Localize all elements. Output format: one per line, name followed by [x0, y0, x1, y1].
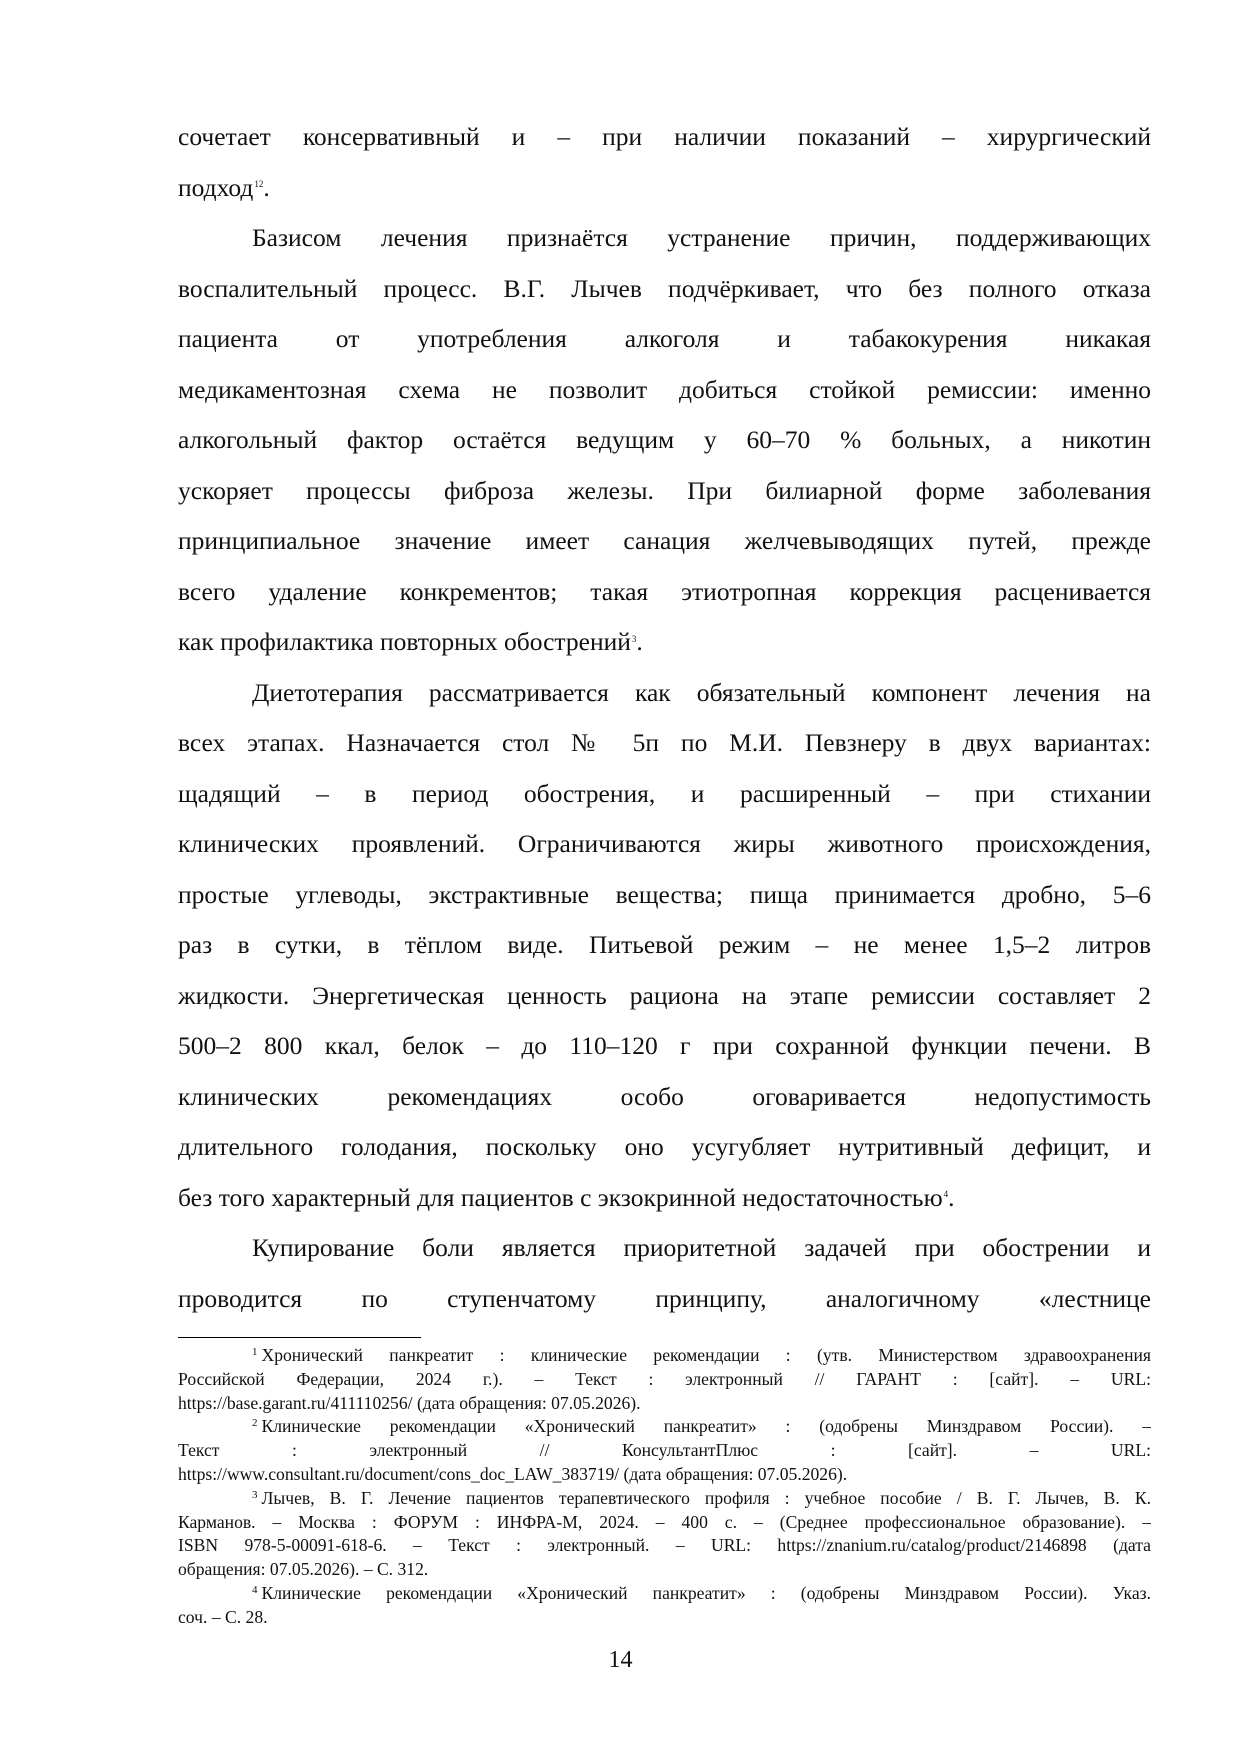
- body-line-text: подход: [178, 172, 254, 202]
- body-line: [178, 567, 1151, 618]
- footnote-text: Хронический панкреатит : клинические рекомендации : (утв. Министерством здравоохранения: [261, 1345, 1151, 1365]
- body-line-text: без того характерный для пациентов с экзокринной недостаточностью: [178, 1182, 943, 1212]
- footnote-separator: [178, 1337, 421, 1338]
- body-line: [178, 213, 1151, 264]
- body-line-text: простые углеводы, экстрактивные вещества; пища принимается дробно, 5–6: [178, 879, 1151, 909]
- footnote-line: [178, 1392, 1151, 1416]
- body-line: [178, 163, 1151, 214]
- body-line-text: длительного голодания, поскольку оно усугубляет нутритивный дефицит, и: [178, 1132, 1151, 1161]
- body-line-text: алкогольный фактор остаётся ведущим у 60–70 % больных, а никотин: [178, 425, 1151, 454]
- footnote-line: [178, 1558, 1151, 1582]
- footnote-text: ISBN 978-5-00091-618-6. – Текст : электронный. – URL: https://znanium.ru/catalog/product/2146898 (дата: [178, 1535, 1151, 1556]
- body-line: [178, 415, 1151, 466]
- body-line: [178, 870, 1151, 921]
- body-line-text: ускоряет процессы фиброза железы. При билиарной форме заболевания: [178, 475, 1151, 505]
- footnote-text: https://base.garant.ru/411110256/ (дата обращения: 07.05.2026).: [178, 1392, 641, 1413]
- body-line: [178, 1072, 1151, 1123]
- footnote-line: [178, 1511, 1151, 1535]
- body-line-text: всего удаление конкрементов; такая этиотропная коррекция расценивается: [178, 576, 1151, 606]
- body-line: [178, 516, 1151, 567]
- body-line: [178, 971, 1151, 1022]
- body-line-text: пациента от употребления алкоголя и табакокурения никакая: [178, 324, 1151, 353]
- body-line: [178, 314, 1151, 365]
- body-line-text: раз в сутки, в тёплом виде. Питьевой режим – не менее 1,5–2 литров: [178, 930, 1151, 959]
- footnote-text: https://www.consultant.ru/document/cons_doc_LAW_383719/ (дата обращения: 07.05.2026).: [178, 1463, 848, 1484]
- footnote-reference: 12: [254, 179, 264, 190]
- footnote-line: [178, 1487, 1151, 1511]
- footnote-number: 1: [252, 1345, 258, 1358]
- body-line-text: проводится по ступенчатому принципу, аналогичному «лестнице: [178, 1283, 1151, 1313]
- body-line-punctuation: .: [263, 172, 270, 202]
- body-line: [178, 365, 1151, 416]
- footnote-number: 4: [252, 1583, 258, 1596]
- footnote-text: обращения: 07.05.2026). – С. 312.: [178, 1559, 429, 1580]
- page-number: 14: [608, 1647, 633, 1673]
- body-line-text: 500–2 800 ккал, белок – до 110–120 г при сохранной функции печени. В: [178, 1031, 1151, 1060]
- footnote-text: Клинические рекомендации «Хронический панкреатит» : (одобрены Минздравом России). –: [261, 1416, 1151, 1437]
- footnote-text: Российской Федерации, 2024 г.). – Текст : электронный // ГАРАНТ : [сайт]. – URL:: [178, 1368, 1151, 1389]
- body-text: [178, 112, 1151, 1324]
- body-line-punctuation: .: [948, 1182, 955, 1212]
- body-line: [178, 1173, 1151, 1224]
- body-line-text: медикаментозная схема не позволит добиться стойкой ремиссии: именно: [178, 374, 1151, 404]
- body-line-text: клинических рекомендациях особо оговаривается недопустимость: [178, 1081, 1151, 1111]
- footnote-text: соч. – С. 28.: [178, 1606, 268, 1627]
- body-line: [178, 920, 1151, 971]
- body-line-text: клинических проявлений. Ограничиваются жиры животного происхождения,: [178, 829, 1151, 858]
- footnote-line: [178, 1415, 1151, 1439]
- body-line: [178, 668, 1151, 719]
- footnote-reference: 4: [943, 1189, 949, 1200]
- footnote-line: [178, 1344, 1151, 1368]
- body-line: [178, 112, 1151, 163]
- footnote-line: [178, 1582, 1151, 1606]
- footnote-text: Карманов. – Москва : ФОРУМ : ИНФРА-М, 2024. – 400 с. – (Среднее профессиональное образование). –: [178, 1511, 1151, 1532]
- body-line-text: воспалительный процесс. В.Г. Лычев подчёркивает, что без полного отказа: [178, 273, 1151, 303]
- footnote-line: [178, 1606, 1151, 1630]
- body-line: [178, 1274, 1151, 1325]
- footnote-text: Лычев, В. Г. Лечение пациентов терапевтического профиля : учебное пособие / В. Г. Лычев, В. К.: [261, 1487, 1151, 1508]
- body-line: [178, 819, 1151, 870]
- footnote-number: 3: [252, 1488, 258, 1501]
- body-line: [178, 718, 1151, 769]
- footnote-reference: 3: [631, 633, 637, 644]
- body-line-text: как профилактика повторных обострений: [178, 627, 631, 656]
- body-line-punctuation: .: [636, 627, 643, 656]
- footnote-text: Текст : электронный // КонсультантПлюс : [сайт]. – URL:: [178, 1440, 1151, 1461]
- body-line: [178, 1223, 1151, 1274]
- body-line-text: Базисом лечения признаётся устранение причин, поддерживающих: [252, 223, 1151, 252]
- footnote-line: [178, 1439, 1151, 1463]
- body-line-text: сочетает консервативный и – при наличии показаний – хирургический: [178, 122, 1151, 151]
- body-line: [178, 1021, 1151, 1072]
- footnote-line: [178, 1463, 1151, 1487]
- body-line: [178, 617, 1151, 668]
- body-line-text: Купирование боли является приоритетной задачей при обострении и: [252, 1233, 1151, 1262]
- body-line: [178, 264, 1151, 315]
- body-line-text: принципиальное значение имеет санация желчевыводящих путей, прежде: [178, 526, 1151, 555]
- footnote-number: 2: [252, 1417, 258, 1430]
- body-line-text: всех этапах. Назначается стол № 5п по М.И. Певзнеру в двух вариантах:: [178, 728, 1151, 757]
- body-line-text: жидкости. Энергетическая ценность рациона на этапе ремиссии составляет 2: [178, 980, 1151, 1010]
- body-line: [178, 466, 1151, 517]
- body-line: [178, 769, 1151, 820]
- body-line-text: Диетотерапия рассматривается как обязательный компонент лечения на: [252, 677, 1151, 707]
- footnotes: [178, 1344, 1151, 1630]
- footnote-text: Клинические рекомендации «Хронический панкреатит» : (одобрены Минздравом России). Указ.: [261, 1582, 1151, 1603]
- body-line-text: щадящий – в период обострения, и расширенный – при стихании: [178, 778, 1151, 808]
- body-line: [178, 1122, 1151, 1173]
- footnote-line: [178, 1368, 1151, 1392]
- footnote-line: [178, 1534, 1151, 1558]
